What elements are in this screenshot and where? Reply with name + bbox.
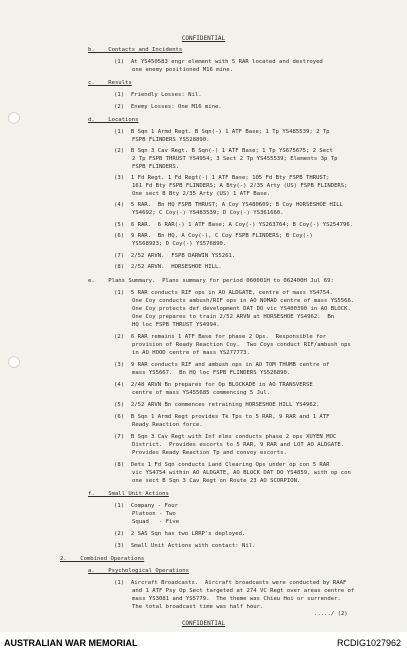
text-line: (7) B Sqn 3 Cav Regt with Inf elms conducts phase 2 ops XUYEN MOC: [114, 434, 337, 440]
text-line: (1) Company - Four: [114, 503, 178, 509]
section-heading: e. Plans Summary. Plans summary for period 060001H to 062400H Jul 69:: [88, 278, 334, 284]
text-line: Provides Ready Reaction Tp and convoy escorts.: [132, 450, 287, 456]
archive-ref: RCDIG1027962: [336, 638, 401, 648]
text-line: (5) 2/52 ARVN Bn commences retraining HORSESHOE HILL YS4962.: [114, 402, 320, 408]
punch-hole: [8, 356, 20, 368]
text-line: in AO HOOD centre of mass YS277773.: [132, 350, 250, 356]
text-line: (1) Aircraft Broadcasts. Aircraft broadcasts were conducted by RAAF: [114, 580, 347, 586]
text-line: (4) 5 RAR. Bn HQ FSPB THRUST; A Coy YS480609; B Coy HORSESHOE HILL: [114, 202, 344, 208]
text-line: (8) 2/52 ARVN. HORSESHOE HILL.: [114, 264, 222, 270]
section-heading: a. Psychological Operations: [88, 568, 190, 574]
text-line: One Coy prepares to train 2/52 ARVN at HORSESHOE YS4962. Bn: [132, 314, 335, 320]
text-line: One Coy conducts ambush/RIF ops in AO NOMAD centre of mass YS5566.: [132, 298, 355, 304]
text-line: (1) 5 RAR conducts RIF ops in AO ALDGATE, centre of mass YS4754.: [114, 290, 333, 296]
text-line: 2 Tp FSPB THRUST YS4954; 3 Sect 2 Tp YS455539; Elements 3p Tp: [132, 156, 338, 162]
text-line: FSPB FLINDERS YS528890.: [132, 137, 210, 143]
section-heading: c. Results: [88, 80, 132, 86]
text-line: (8) Dets 1 Fd Sqn conducts Land Clearing Ops under op con 5 RAR: [114, 462, 330, 468]
section-heading: 2. Combined Operations: [60, 556, 145, 562]
text-line: (3) Small Unit Actions with contact: Nil.: [114, 543, 256, 549]
text-line: one enemy positioned M16 mine.: [132, 67, 234, 73]
text-line: (6) B Sqn 1 Armd Regt provides Tk Tps to 5 RAR, 9 RAR and 1 ATF: [114, 414, 330, 420]
text-line: (7) 2/52 ARVN. FSPB DARWIN YS5261.: [114, 253, 236, 259]
text-line: YS568923; D Coy(-) YS576890.: [132, 241, 227, 247]
text-line: District. Provides escorts to 5 RAR, 9 RAR and LOT AO ALDGATE.: [132, 442, 345, 448]
text-line: (2) 2 SAS Sqn has two LRRP's deployed.: [114, 531, 246, 537]
text-line: (5) 6 RAR. 6 RAR(-) 1 ATF Base; A Coy(-) YS263764; B Coy(-) YS254796.: [114, 222, 354, 228]
text-line: (4) 2/48 ARVN Bn prepares for Op BLOCKADE in AO TRANSVERSE: [114, 382, 313, 388]
text-line: and 1 ATF Psy Op Sect targeted at 274 VC Regt over areas centre of: [132, 588, 355, 594]
text-line: centre of mass YS455685 commencing 5 Jul.: [132, 390, 271, 396]
section-heading: d. Locations: [88, 117, 139, 123]
text-line: 161 Fd Bty FSPB FLINDERS; A Bty(-) 2/35 Arty (US) FSPB FLINDERS;: [132, 183, 348, 189]
text-line: (3) 1 Fd Regt. 1 Fd Regt(-) 1 ATF Base; 105 Fd Bty FSPB THRUST;: [114, 175, 330, 181]
text-line: (1) Friendly Losses: Nil.: [114, 92, 202, 98]
text-line: (1) B Sqn 1 Armd Regt. B Sqn(-) 1 ATF Base; 1 Tp YS485539; 2 Tp: [114, 129, 330, 135]
text-line: Ready Reaction force.: [132, 422, 203, 428]
text-line: one sect B Sqn 3 Cav Regt on Route 23 AO SCORPION.: [132, 478, 301, 484]
text-line: FSPB FLINDERS.: [132, 164, 180, 170]
text-line: Platoon - Two: [132, 511, 176, 517]
text-line: mass YS5667. Bn HQ loc FSPB FLINDERS YS526890.: [132, 370, 291, 376]
section-heading: b. Contacts and Incidents: [88, 47, 183, 53]
section-heading: f. Small Unit Actions: [88, 491, 169, 497]
text-line: The total broadcast time was half hour.: [132, 604, 264, 610]
text-line: YS4692; C Coy(-) YS483539; D Coy(-) YS361660.: [132, 210, 284, 216]
text-line: (3) 9 RAR conducts RIF and ambush ops in AO TOM THUMB centre of: [114, 362, 330, 368]
classification-footer: CONFIDENTIAL: [181, 620, 226, 627]
text-line: (2) Enemy Losses: One M16 mine.: [114, 104, 222, 110]
text-line: Squad - Five: [132, 519, 180, 525]
text-line: One Coy protects def development DAT DO vic YS400390 in AO BLOCK.: [132, 306, 351, 312]
text-line: (6) 9 RAR. Bn HQ, A Coy(-), C Coy FSPB FLINDERS; B Coy(-): [114, 233, 313, 239]
archive-org: AUSTRALIAN WAR MEMORIAL: [4, 638, 138, 648]
text-line: (1) At YS450583 engr element with 5 RAR located and destroyed: [114, 59, 323, 65]
classification-header: CONFIDENTIAL: [181, 35, 226, 42]
text-line: provision of Ready Reaction Coy. Two Coys conduct RIF/ambush ops: [132, 342, 351, 348]
page-continuation: ...../ (2): [314, 611, 348, 617]
punch-hole: [8, 112, 20, 124]
text-line: mass YS3081 and YS5779. The theme was Chieu Hoi or surrender.: [132, 596, 341, 602]
archive-footer: [0, 632, 407, 654]
text-line: HQ loc FSPB THRUST YS4994.: [132, 322, 220, 328]
text-line: vic YS4754 within AO ALDGATE, AO BLOCK DAT DO YS4859, with op con: [132, 470, 351, 476]
text-line: (2) 6 RAR remains 1 ATF Base for phase 2 Ops. Responsible for: [114, 334, 327, 340]
text-line: (2) B Sqn 3 Cav Regt. B Sqn(-) 1 ATF Base; 1 Tp YS675675; 2 Sect: [114, 148, 333, 154]
text-line: One sect B Bty 2/35 Arty (US) 1 ATF Base.: [132, 191, 271, 197]
